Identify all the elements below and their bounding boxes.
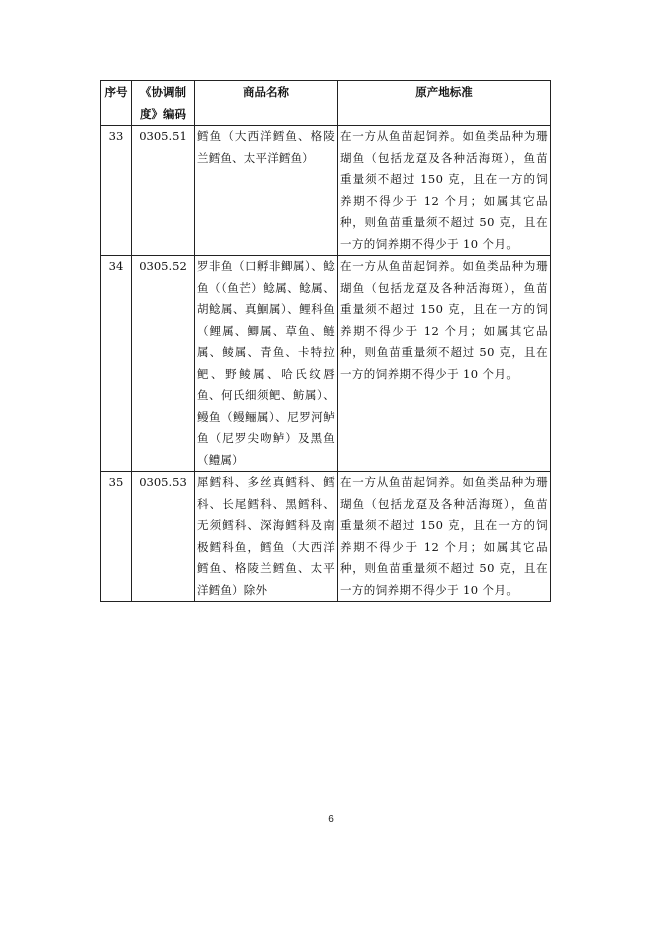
page-number: 6 (328, 814, 334, 825)
table-row (101, 472, 551, 602)
row-hs-code: 0305.51 (132, 126, 195, 256)
row-product-name: 罗非鱼（口孵非鲫属）、鲶鱼（（鱼芒）鲶属、鲶属、胡鲶属、真鮰属）、鲤科鱼（鲤属、鲫属、草鱼、鲢属、鲮属、青鱼、卡特拉鲃、野鲮属、哈氏纹唇鱼、何氏细须鲃、鲂属）、鳗鱼（鳗鲡属）、尼罗河鲈鱼（尼罗尖吻鲈）及黑鱼（鳢属） (195, 256, 338, 472)
row-product-name: 鳕鱼（大西洋鳕鱼、格陵兰鳕鱼、太平洋鳕鱼） (195, 126, 338, 256)
row-seq: 34 (101, 256, 132, 472)
row-seq: 33 (101, 126, 132, 256)
header-origin-rule: 原产地标准 (338, 81, 551, 126)
header-seq: 序号 (101, 81, 132, 126)
row-hs-code: 0305.53 (132, 472, 195, 602)
table-row (101, 126, 551, 256)
row-hs-code: 0305.52 (132, 256, 195, 472)
row-seq: 35 (101, 472, 132, 602)
table-row (101, 256, 551, 472)
row-origin-rule: 在一方从鱼苗起饲养。如鱼类品种为珊瑚鱼（包括龙趸及各种活海斑），鱼苗重量须不超过 150 克，且在一方的饲养期不得少于 12 个月；如属其它品种，则鱼苗重量须不超过 50 克，且在一方的饲养期不得少于 10 个月。 (338, 126, 551, 256)
header-hs-code: 《协调制度》编码 (132, 81, 195, 126)
origin-rules-table (100, 80, 551, 602)
row-origin-rule: 在一方从鱼苗起饲养。如鱼类品种为珊瑚鱼（包括龙趸及各种活海斑），鱼苗重量须不超过 150 克，且在一方的饲养期不得少于 12 个月；如属其它品种，则鱼苗重量须不超过 50 克，且在一方的饲养期不得少于 10 个月。 (338, 472, 551, 602)
row-origin-rule: 在一方从鱼苗起饲养。如鱼类品种为珊瑚鱼（包括龙趸及各种活海斑），鱼苗重量须不超过 150 克，且在一方的饲养期不得少于 12 个月；如属其它品种，则鱼苗重量须不超过 50 克，且在一方的饲养期不得少于 10 个月。 (338, 256, 551, 472)
header-product-name: 商品名称 (195, 81, 338, 126)
table-header-row (101, 81, 551, 126)
row-product-name: 犀鳕科、多丝真鳕科、鳕科、长尾鳕科、黑鳕科、无须鳕科、深海鳕科及南极鳕科鱼，鳕鱼（大西洋鳕鱼、格陵兰鳕鱼、太平洋鳕鱼）除外 (195, 472, 338, 602)
